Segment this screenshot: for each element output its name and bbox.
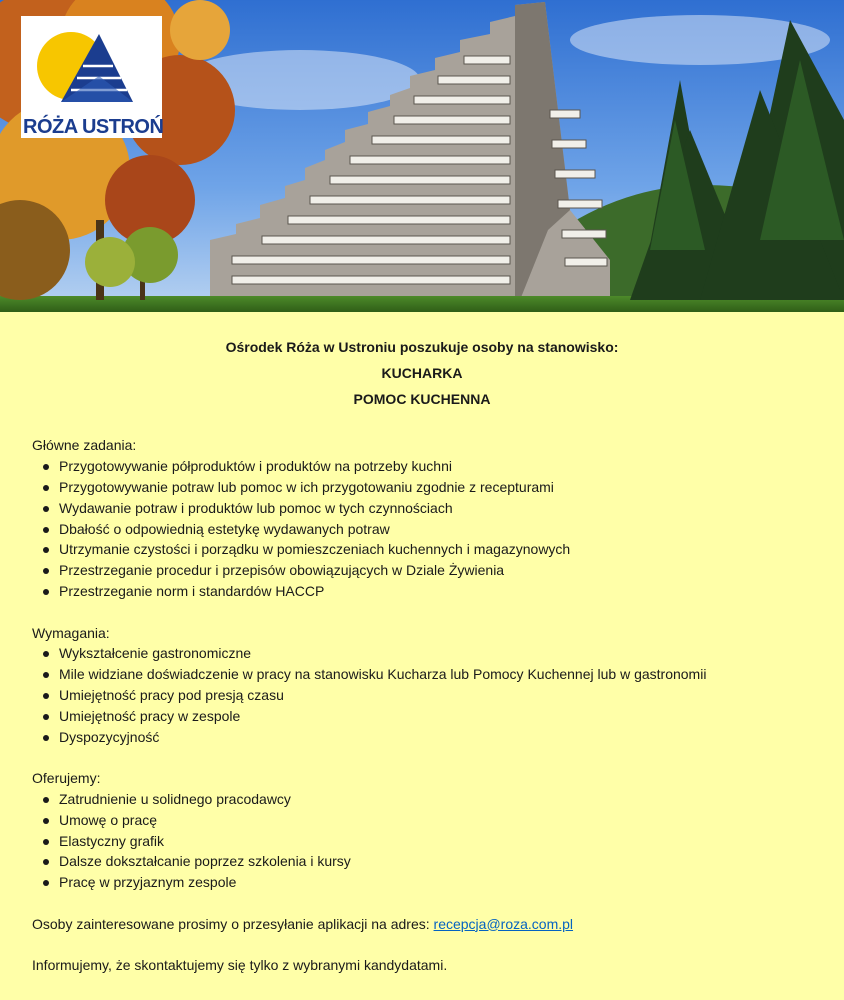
posting-content [32, 337, 822, 976]
offer-list [32, 789, 822, 893]
tasks-list [32, 456, 822, 602]
email-link[interactable]: recepcja@roza.com.pl [433, 915, 574, 932]
offer-title: Oferujemy: [32, 770, 101, 787]
list-item: Dyspozycyjność [59, 727, 822, 748]
list-item: Zatrudnienie u solidnego pracodawcy [59, 789, 822, 810]
list-item: Wydawanie potraw i produktów lub pomoc w tych czynnościach [59, 498, 822, 519]
contact-text: Osoby zainteresowane prosimy o przesyłanie aplikacji na adres: [32, 915, 434, 932]
list-item: Przestrzeganie norm i standardów HACCP [59, 581, 822, 602]
list-item: Umiejętność pracy w zespole [59, 706, 822, 727]
list-item: Przygotowywanie półproduktów i produktów na potrzeby kuchni [59, 456, 822, 477]
position-title-cook: KUCHARKA [381, 364, 463, 381]
hero-photo-hotel-building [0, 0, 844, 312]
list-item: Pracę w przyjaznym zespole [59, 872, 822, 893]
list-item: Dbałość o odpowiednią estetykę wydawanych potraw [59, 519, 822, 540]
logo-text: RÓŻA USTROŃ [23, 116, 164, 138]
requirements-title: Wymagania: [32, 624, 110, 641]
tasks-title: Główne zadania: [32, 437, 137, 454]
list-item: Przygotowywanie potraw lub pomoc w ich przygotowaniu zgodnie z recepturami [59, 477, 822, 498]
list-item: Mile widziane doświadczenie w pracy na stanowisku Kucharza lub Pomocy Kuchennej lub w gastronomii [59, 664, 822, 685]
list-item: Przestrzeganie procedur i przepisów obowiązujących w Dziale Żywienia [59, 560, 822, 581]
list-item: Dalsze dokształcanie poprzez szkolenia i kursy [59, 851, 822, 872]
requirements-list [32, 643, 822, 747]
posting-heading: Ośrodek Róża w Ustroniu poszukuje osoby na stanowisko: [225, 339, 619, 355]
list-item: Umowę o pracę [59, 810, 822, 831]
contact-paragraph [32, 914, 822, 935]
list-item: Umiejętność pracy pod presją czasu [59, 685, 822, 706]
footer-note: Informujemy, że skontaktujemy się tylko z wybranymi kandydatami. [32, 957, 448, 974]
position-title-kitchen-help: POMOC KUCHENNA [353, 390, 491, 407]
list-item: Wykształcenie gastronomiczne [59, 643, 822, 664]
roza-ustron-logo [21, 16, 162, 138]
list-item: Utrzymanie czystości i porządku w pomieszczeniach kuchennych i magazynowych [59, 539, 822, 560]
logo-emblem-icon [21, 16, 162, 116]
list-item: Elastyczny grafik [59, 831, 822, 852]
